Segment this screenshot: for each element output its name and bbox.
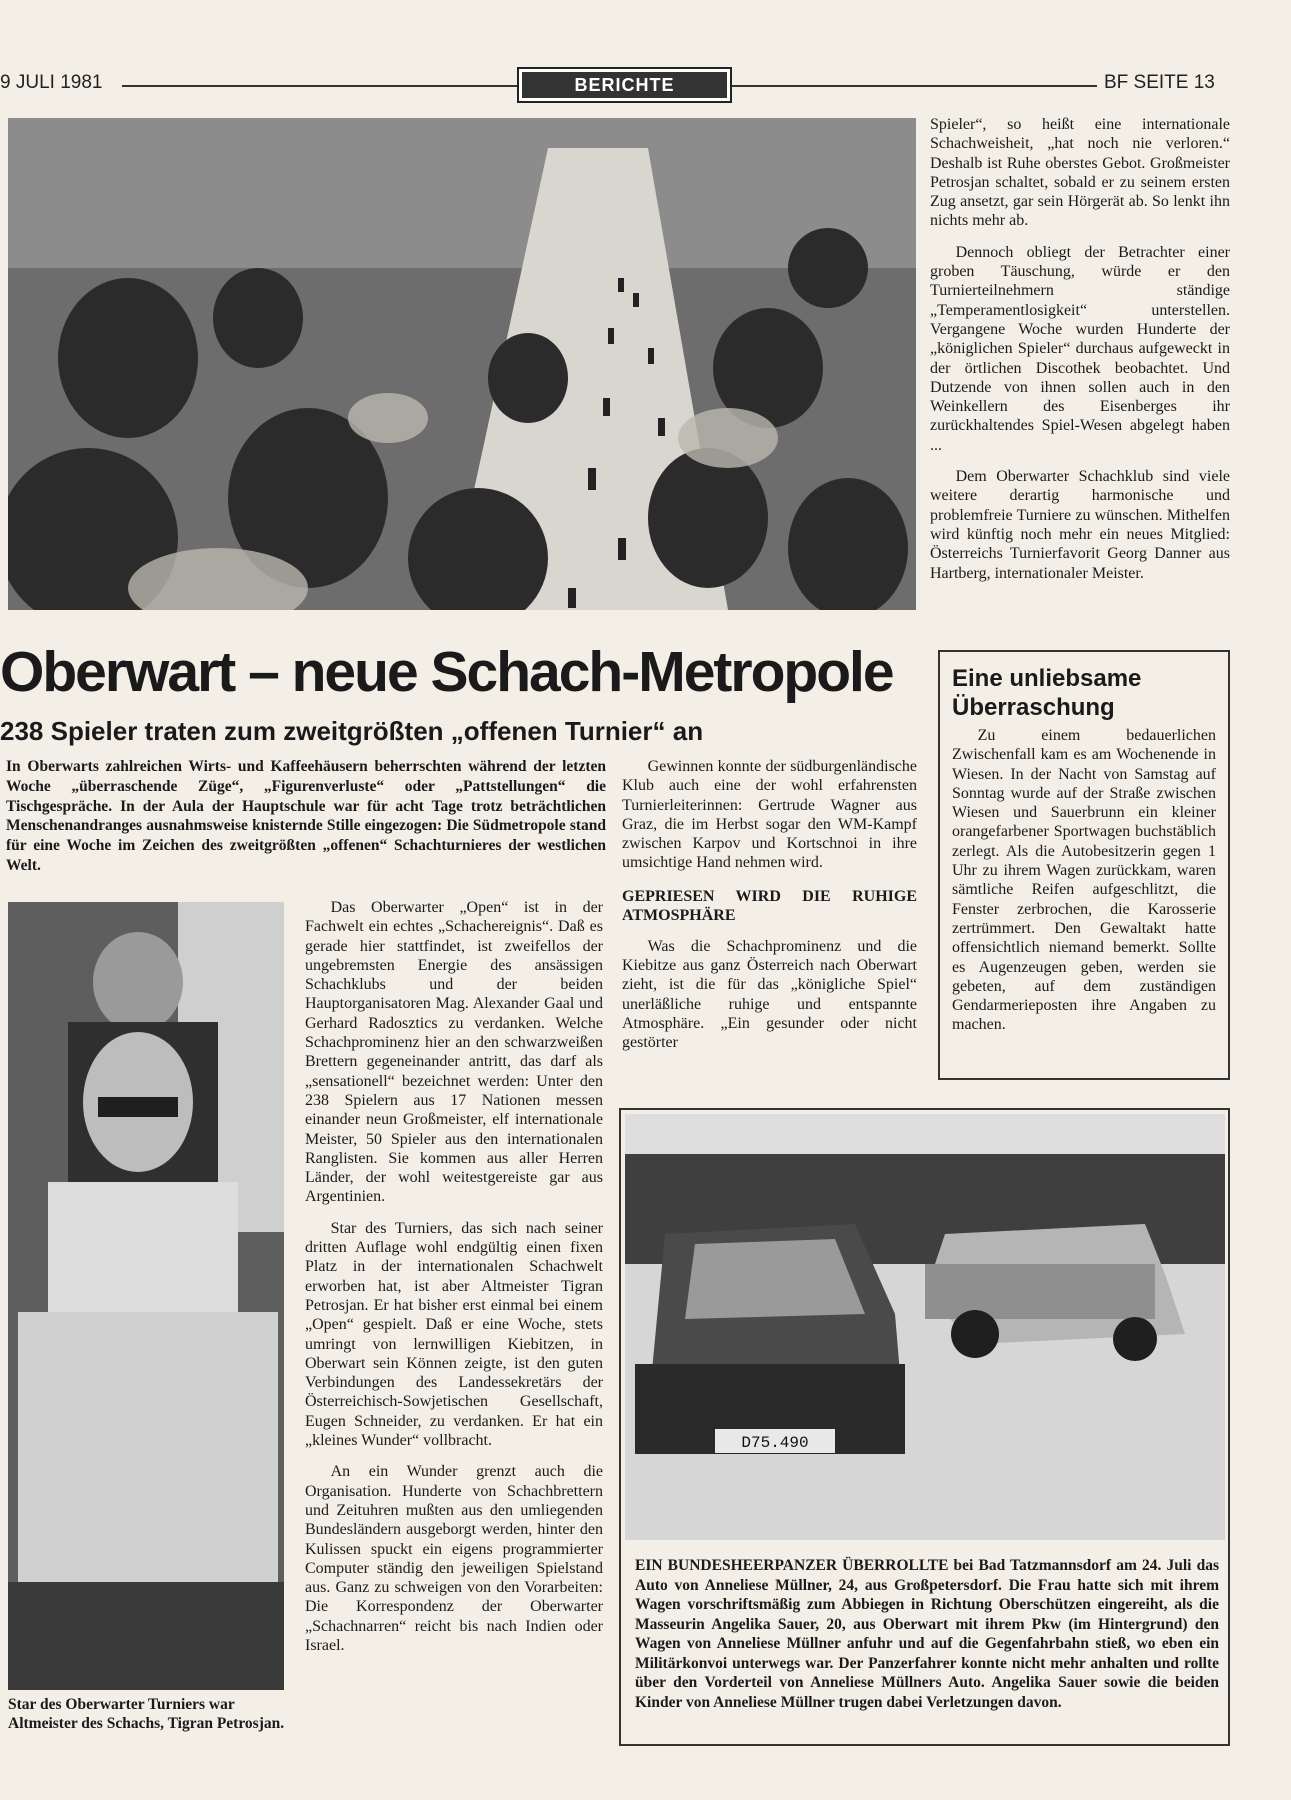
section-subhead: GEPRIESEN WIRD DIE RUHIGE ATMOSPHÄRE: [622, 887, 917, 924]
header-date: 9 JULI 1981: [0, 72, 103, 93]
crash-caption: EIN BUNDESHEERPANZER ÜBERROLLTE bei Bad Tatzmannsdorf am 24. Juli das Auto von Anneliese Müllner, 24, aus Großpetersdorf. Die Frau hatte sich mit ihrem Wagen vorschriftsmäßig zum Abbiegen in Richtung Oberschützen eingereiht, als die Masseurin Angelika Sauer, 20, aus Oberwart mit ihrem Pkw (im Hintergrund) den Wagen von Anneliese Müllner anfuhr und auf die Gegenfahrbahn stieß, wo eben ein Militärkonvoi unterwegs war. Der Panzerfahrer konnte nicht mehr anhalten und rollte über den Vorderteil von Anneliese Müllners Auto. Angelika Sauer sowie die beiden Kinder von Anneliese Müllner trugen dabei Verletzungen davon.: [635, 1557, 1219, 1711]
middle-right-column: [622, 757, 917, 1065]
paragraph: Star des Turniers, das sich nach seiner dritten Auflage wohl endgültig einen fixen Platz in der internationalen Schachwelt erworben hat, ist aber Altmeister Tigran Petrosjan. Er hat bisher erst einmal bei einem „Open“ gespielt. Daß er eine Woche, stets umringt von lernwilligen Kiebitzen, in Oberwart sein Können zeigte, ist den guten Verbindungen des Landessekretärs der Österreichisch-Sowjetischen Gesellschaft, Eugen Schneider, zu verdanken. Er hat ein „kleines Wunder“ vollbracht.: [305, 1219, 603, 1450]
paragraph: Dem Oberwarter Schachklub sind viele weitere derartig harmonische und problemfreie Turniere zu wünschen. Mithelfen wird künftig noch mehr ein neues Mitglied: Österreichs Turnierfavorit Georg Danner aus Hartberg, internationaler Meister.: [930, 468, 1230, 582]
section-label: BERICHTE: [522, 72, 727, 98]
boxed-article: [938, 650, 1230, 1080]
lead-paragraph: In Oberwarts zahlreichen Wirts- und Kaffeehäusern beherrschten während der letzten Woche „überraschende Züge“, „Figurenverluste“ oder „Pattstellungen“ die Tischgespräche. In der Aula der Hauptschule war für acht Tage trotz beträchtlichen Menschenandranges ausnahmsweise knisternde Stille eingezogen: Die Südmetropole stand für eine Woche im Zeichen des zweitgrößten „offenen“ Schachturnieres der westlichen Welt.: [6, 758, 606, 874]
headline: Oberwart – neue Schach-Metropole: [0, 640, 893, 704]
paragraph: Das Oberwarter „Open“ ist in der Fachwelt ein echtes „Schachereignis“. Daß es gerade hier stattfindet, ist zweifellos der ungebremsten Energie des ansässigen Schachklubs und der beiden Hauptorganisatoren Mag. Alexander Gaal und Gerhard Radosztics zu verdanken. Welche Schachprominenz hier an den schwarzweißen Brettern gegeneinander antritt, das darf als „sensationell“ bezeichnet werden: Unter den 238 Spielern aus 17 Nationen messen einander neun Großmeister, elf internationale Meister, 50 Spieler aus den internationalen Ranglisten. Sie kommen aus aller Herren Länder, der wohl weitestgereiste gar aus Argentinien.: [305, 899, 603, 1206]
paragraph: Dennoch obliegt der Betrachter einer groben Täuschung, würde er den Turnierteilnehmern ständige „Temperamentlosigkeit“ unterstellen. Vergangene Woche wurden Hunderte der „königlichen Spieler“ durchaus aufgeweckt in der örtlichen Discothek beobachtet. Und Dutzende von ihnen sollen auch in den Weinkellern des Eisenberges ihr zurückhaltendes Spiel-Wesen abgelegt haben ...: [930, 243, 1230, 454]
header-page: BF SEITE 13: [1104, 72, 1215, 93]
photo-caption: Star des Oberwarter Turniers war Altmeister des Schachs, Tigran Petrosjan.: [8, 1696, 285, 1732]
section-banner: [517, 67, 732, 103]
boxed-title: Eine unliebsame Überraschung: [952, 665, 1142, 721]
header-rule-right: [732, 85, 1097, 87]
header-rule-left: [122, 85, 517, 87]
paragraph: Spieler“, so heißt eine internationale Schachweisheit, „hat noch nie verloren.“ Deshalb ist Ruhe oberstes Gebot. Großmeister Petrosjan schaltet, sobald er zu seinem ersten Zug ansetzt, gar sein Hörgerät ab. So lenkt ihn nichts mehr ab.: [930, 116, 1230, 230]
subheadline: 238 Spieler traten zum zweitgrößten „offenen Turnier“ an: [0, 716, 704, 746]
chess-hall-image: [8, 118, 916, 610]
petrosjan-photo: [8, 902, 284, 1690]
paragraph: An ein Wunder grenzt auch die Organisation. Hunderte von Schachbrettern und Zeituhren mußten aus den umliegenden Bundesländern ausgeborgt werden, hinter den Kulissen spuckt ein eigens programmierter Computer ständig den jeweiligen Spielstand aus. Ganz zu schweigen von den Vorarbeiten: Die Korrespondenz der Oberwarter „Schachnarren“ reicht bis nach Indien oder Israel.: [305, 1463, 603, 1654]
paragraph: Gewinnen konnte der südburgenländische Klub auch eine der wohl erfahrensten Turnierleiterinnen: Gertrude Wagner aus Graz, die im Herbst sogar den WM-Kampf zwischen Karpov und Kortschnoi in ihre umsichtige Hand nehmen wird.: [622, 758, 917, 872]
paragraph: Was die Schachprominenz und die Kiebitze aus ganz Österreich nach Oberwart zieht, ist die für das „königliche Spiel“ unerläßliche ruhige und entspannte Atmosphäre. „Ein gesunder oder nicht gestörter: [622, 937, 917, 1052]
boxed-body: Zu einem bedauerlichen Zwischenfall kam es am Wochenende in Wiesen. In der Nacht von Samstag auf Sonntag wurde auf der Straße zwischen Wiesen und Sauerbrunn ein kleiner orangefarbener Sportwagen buchstäblich zerlegt. Als die Autobesitzerin gegen 1 Uhr zu ihrem Wagen zurückkam, waren sämtliche Reifen aufgeschlitzt, die Fenster zerbrochen, die Karosserie zertrümmert. Den Gewaltakt hatte offensichtlich niemand bemerkt. Sollte es Augenzeugen geben, werden sie gebeten, auf dem zuständigen Gendarmerieposten ihre Angaben zu machen.: [952, 727, 1216, 1034]
crash-photo: [625, 1114, 1225, 1540]
license-plate: D75.490: [741, 1434, 809, 1452]
top-right-column: [930, 115, 1230, 595]
crash-image: [625, 1114, 1225, 1540]
petrosjan-image: [8, 902, 284, 1690]
middle-column: [305, 898, 603, 1667]
chess-hall-photo: [8, 118, 916, 610]
crash-frame: [619, 1108, 1230, 1746]
